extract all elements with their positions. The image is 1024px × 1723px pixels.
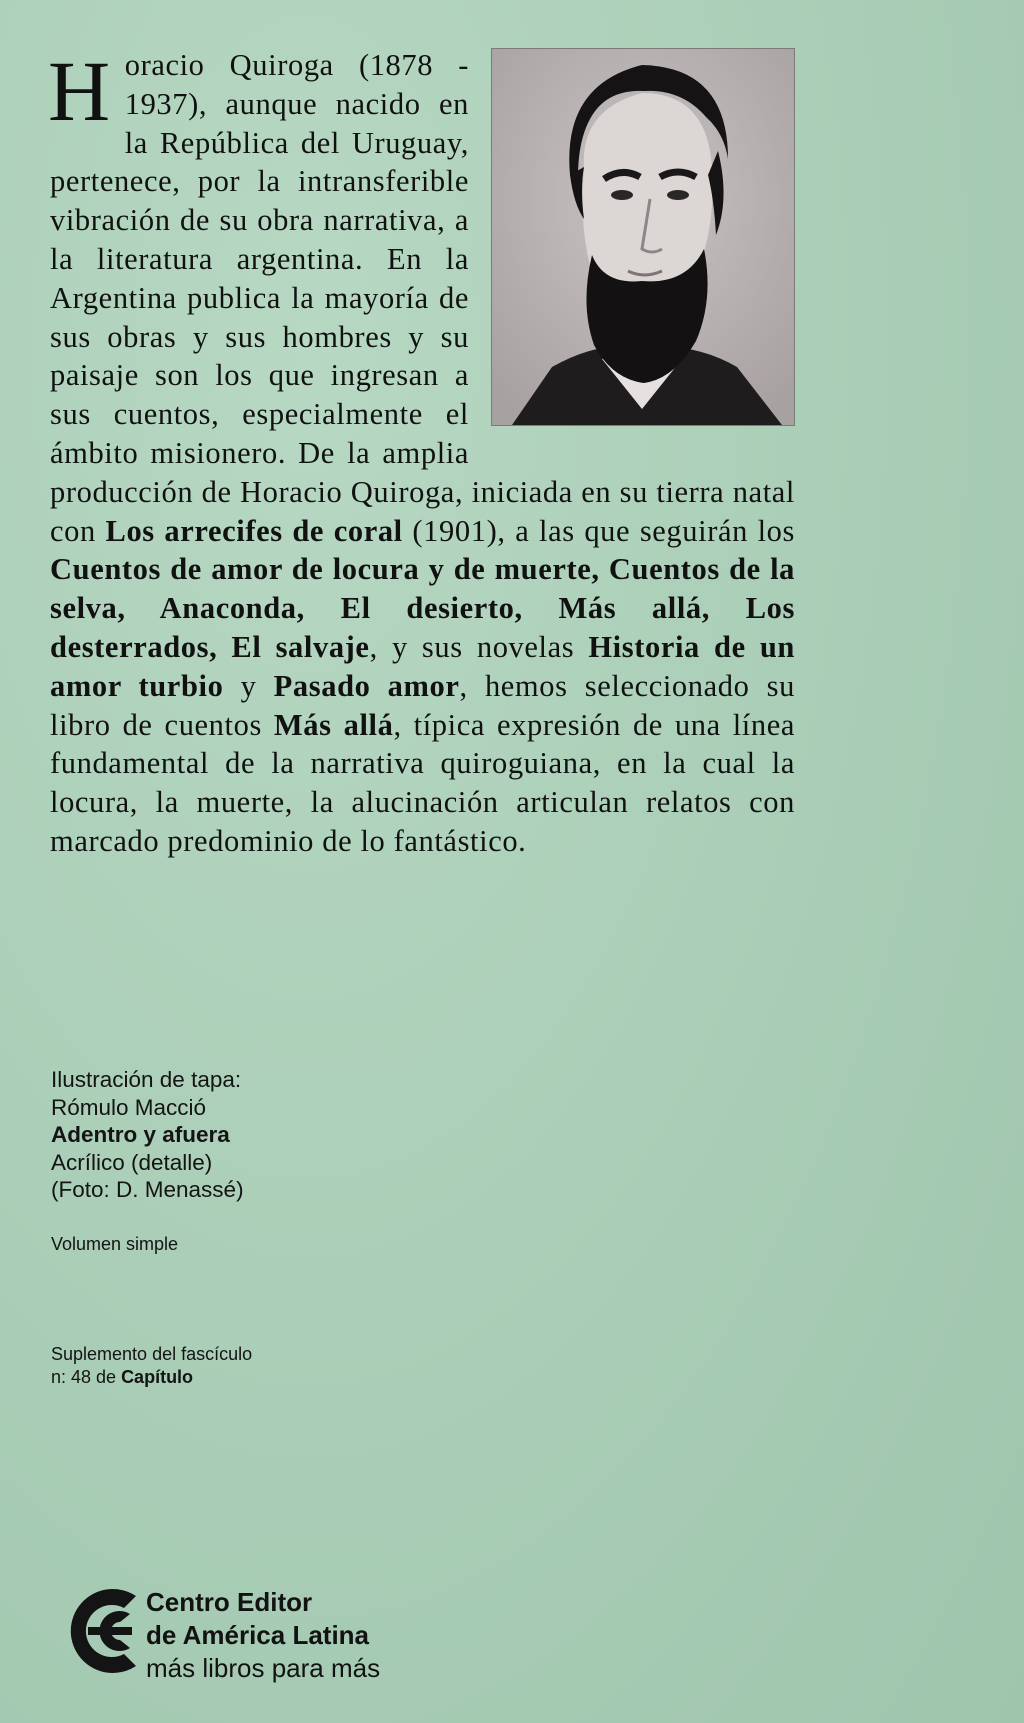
- bio-text-3: , y sus novelas: [369, 629, 589, 664]
- title-los-arrecifes: Los arrecifes de coral: [105, 513, 403, 548]
- volume-note: Volumen simple: [51, 1234, 179, 1254]
- portrait-photo: [492, 49, 794, 425]
- title-historia: Historia de un amor turbio: [50, 629, 795, 703]
- publisher-block: [146, 1586, 380, 1685]
- bio-text-5: , hemos seleccionado su libro de cuentos: [50, 668, 795, 742]
- drop-cap: H: [48, 43, 111, 139]
- bio-text-4: y: [223, 668, 274, 703]
- credit-medium: Acrílico (detalle): [51, 1149, 213, 1175]
- supplement-collection: Capítulo: [121, 1367, 194, 1387]
- bio-text-1: oracio Quiroga (1878 - 1937), aunque nacido en la República del Uruguay, pertenece, por la intransferible vibración de su obra narrativa, a la literatura argentina. En la Argentina publica la mayoría de sus obras y sus hombres y su paisaje son los que ingresan a sus cuentos, especialmente el ámbito misionero. De la amplia producción de Horacio Quiroga, iniciada en su tierra natal con: [50, 48, 795, 548]
- supplement-line-2: [51, 1366, 252, 1389]
- author-biography: [48, 43, 795, 861]
- bio-text-6: , típica expresión de una línea fundamental de la narrativa quiroguiana, en la cual la locura, la muerte, la alucinación articulan relatos con marcado predominio de lo fantástico.: [50, 707, 795, 858]
- title-mas-alla: Más allá: [273, 707, 394, 742]
- supplement-number: n: 48 de: [51, 1367, 122, 1387]
- credit-artwork-title: Adentro y afuera: [51, 1122, 230, 1147]
- credit-label: Ilustración de tapa:: [51, 1067, 242, 1092]
- supplement-line-1: Suplemento del fascículo: [51, 1344, 253, 1364]
- cover-illustration-credits: [51, 1066, 471, 1204]
- publisher-logo-icon: [58, 1582, 140, 1680]
- title-pasado-amor: Pasado amor: [273, 668, 460, 703]
- bio-text-2: (1901), a las que seguirán los: [402, 513, 795, 548]
- publisher-name-line-1: Centro Editor: [146, 1587, 313, 1617]
- credit-artist: Rómulo Macció: [51, 1094, 207, 1120]
- title-list: Cuentos de amor de locura y de muerte, Cuentos de la selva, Anaconda, El desierto, Más allá, Los desterrados, El salvaje: [50, 552, 795, 664]
- publisher-tagline: más libros para más: [146, 1653, 381, 1683]
- author-portrait: [491, 48, 795, 426]
- publisher-name-line-2: de América Latina: [146, 1620, 370, 1650]
- credit-photo: (Foto: D. Menassé): [51, 1177, 244, 1202]
- supplement-note: [51, 1343, 252, 1389]
